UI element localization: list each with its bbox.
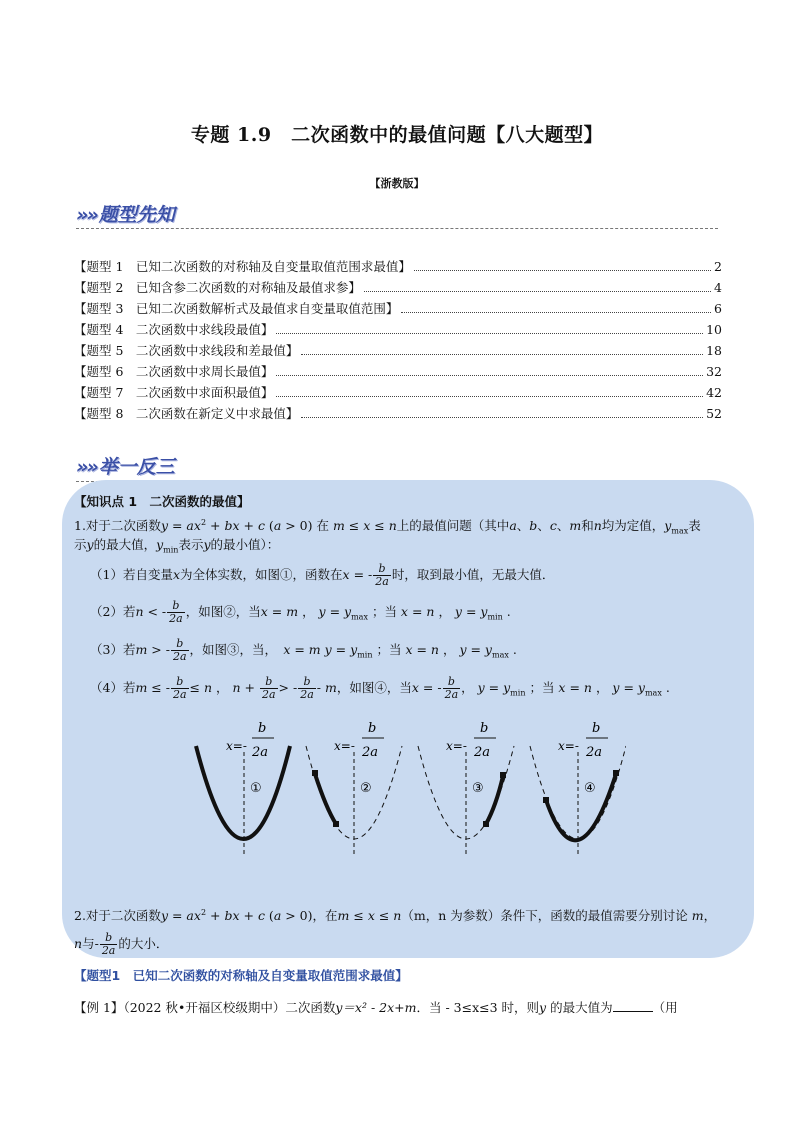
edition-label: 【浙教版】 <box>369 177 425 190</box>
toc-banner-text: 题型先知 <box>98 204 175 226</box>
svg-text:b: b <box>592 721 601 736</box>
example-1: 【例 1】（2022 秋•开福区校级期中）二次函数y＝x² - 2x+m．当 - 3≤x≤3 时，则y 的最大值为 （用 <box>74 1000 678 1015</box>
diagram-4 <box>530 721 626 854</box>
toc-item[interactable]: 【题型 5 二次函数中求线段和差最值】 18 <box>74 343 722 358</box>
divider <box>76 228 718 229</box>
diagram-1 <box>196 721 290 854</box>
svg-text:①: ① <box>250 781 262 796</box>
page-title: 专题 1.9 二次函数中的最值问题【八大题型】 <box>190 124 604 146</box>
svg-text:x=-: x=- <box>558 739 579 753</box>
toc-item[interactable]: 【题型 1 已知二次函数的对称轴及自变量取值范围求最值】 2 <box>74 259 722 274</box>
svg-text:③: ③ <box>472 781 484 796</box>
toc-banner <box>76 200 175 227</box>
svg-text:②: ② <box>360 781 372 796</box>
parabola-diagrams <box>186 712 626 872</box>
knowledge-paragraph-2: 2.对于二次函数$y = ax^2$ + bx + c (a > 0)，在m ≤ x ≤ n（m，n 为参数）条件下，函数的最值需要分别讨论 m， <box>74 908 717 924</box>
svg-text:2a: 2a <box>252 745 269 760</box>
svg-text:2a: 2a <box>586 745 603 760</box>
toc-item[interactable]: 【题型 6 二次函数中求周长最值】 32 <box>74 364 722 379</box>
svg-text:b: b <box>368 721 377 736</box>
svg-text:x=-: x=- <box>446 739 467 753</box>
svg-text:2a: 2a <box>362 745 379 760</box>
table-of-contents <box>74 256 722 424</box>
case-1: （1）若自变量x为全体实数，如图①，函数在x = - $\frac{b}{2a}$ 时，取到最小值，无最大值． <box>90 562 555 588</box>
knowledge-paragraph-2-cont: n与- $\frac{b}{2a}$ 的大小． <box>74 931 169 957</box>
toc-item[interactable]: 【题型 8 二次函数在新定义中求最值】 52 <box>74 406 722 421</box>
svg-text:b: b <box>258 721 267 736</box>
svg-text:2a: 2a <box>474 745 491 760</box>
svg-text:④: ④ <box>584 781 596 796</box>
knowledge-paragraph-1: 1.对于二次函数$y = ax^2$ + bx + c (a > 0) 在 m ≤ x ≤ n上的最值问题（其中a、b、c、m和n均为定值，$y_{max}$表 <box>74 518 701 536</box>
practice-banner-text: 举一反三 <box>98 456 175 478</box>
section-heading: 【题型1 已知二次函数的对称轴及自变量取值范围求最值】 <box>74 968 408 983</box>
arrows-icon: »» <box>76 456 97 478</box>
svg-text:b: b <box>480 721 489 736</box>
case-2: （2）若n < - $\frac{b}{2a}$ ，如图②，当x = m ， $y = y_{max}$ ；当 x = n ， $y = y_{min}$ . <box>90 599 511 625</box>
knowledge-paragraph-1-cont: 示y的最大值，$y_{min}$表示y的最小值）： <box>74 537 280 555</box>
diagram-2 <box>306 721 402 854</box>
knowledge-title: 【知识点 1 二次函数的最值】 <box>74 494 250 509</box>
toc-item[interactable]: 【题型 7 二次函数中求面积最值】 42 <box>74 385 722 400</box>
diagram-3 <box>418 721 514 854</box>
case-4: （4）若m ≤ - $\frac{b}{2a}$ ≤ n ， n + $\frac{b}{2a}$ > - $\frac{b}{2a}$ - m，如图④，当x = - $\frac{b}{2a}$ ， $y = y_{min}$ ；当 x = n ， $y = y_{max}$ . <box>90 675 670 701</box>
arrows-icon: »» <box>76 204 97 226</box>
toc-item[interactable]: 【题型 2 已知含参二次函数的对称轴及最值求参】 4 <box>74 280 722 295</box>
svg-text:x=-: x=- <box>334 739 355 753</box>
toc-item[interactable]: 【题型 4 二次函数中求线段最值】 10 <box>74 322 722 337</box>
practice-banner <box>76 452 175 479</box>
toc-item[interactable]: 【题型 3 已知二次函数解析式及最值求自变量取值范围】 6 <box>74 301 722 316</box>
svg-text:x=-: x=- <box>226 739 247 753</box>
case-3: （3）若m > - $\frac{b}{2a}$ ，如图③，当， x = m $y = y_{min}$ ；当 x = n ， $y = y_{max}$ . <box>90 637 517 663</box>
answer-blank[interactable] <box>613 999 653 1012</box>
